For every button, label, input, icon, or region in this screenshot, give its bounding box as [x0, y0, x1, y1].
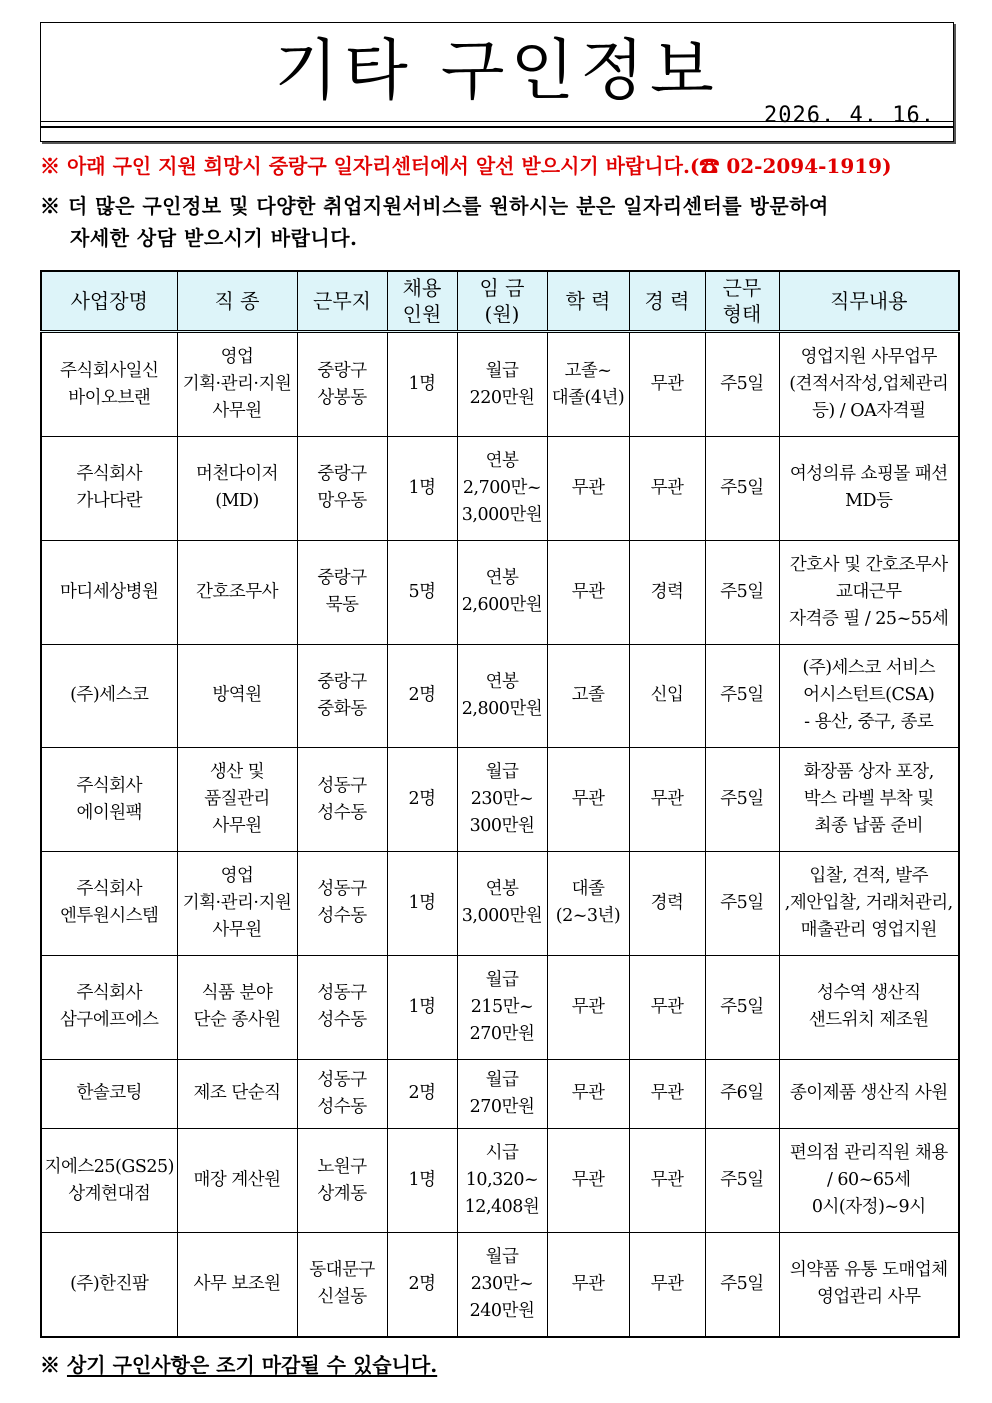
header-location: 근무지 — [297, 271, 387, 332]
job-type-cell: 사무 보조원 — [177, 1232, 297, 1337]
duties-cell: 영업지원 사무업무 (견적서작성,업체관리 등) / OA자격필 — [779, 332, 959, 437]
table-row — [41, 1232, 959, 1337]
wage-cell: 월급 230만~ 240만원 — [457, 1232, 547, 1337]
experience-cell: 무관 — [629, 1059, 705, 1129]
table-row — [41, 437, 959, 541]
experience-cell: 신입 — [629, 644, 705, 748]
location-cell: 중랑구 상봉동 — [297, 332, 387, 437]
wage-cell: 연봉 2,700만~ 3,000만원 — [457, 437, 547, 541]
experience-cell: 경력 — [629, 852, 705, 956]
duties-cell: 편의점 관리직원 채용 / 60~65세 0시(자정)~9시 — [779, 1129, 959, 1233]
education-cell: 무관 — [547, 1232, 629, 1337]
publish-date: 2026. 4. 16. — [764, 103, 935, 128]
company-cell: 주식회사 가나다란 — [41, 437, 177, 541]
company-cell: 지에스25(GS25) 상계현대점 — [41, 1129, 177, 1233]
wage-cell: 연봉 3,000만원 — [457, 852, 547, 956]
header-job-type: 직 종 — [177, 271, 297, 332]
table-header-row — [41, 271, 959, 332]
location-cell: 성동구 성수동 — [297, 748, 387, 852]
work-type-cell: 주5일 — [705, 748, 779, 852]
job-type-cell: 영업 기획·관리·지원 사무원 — [177, 332, 297, 437]
header-wage: 임 금 (원) — [457, 271, 547, 332]
header-work-type: 근무 형태 — [705, 271, 779, 332]
table-row — [41, 540, 959, 644]
header-company: 사업장명 — [41, 271, 177, 332]
work-type-cell: 주5일 — [705, 644, 779, 748]
location-cell: 성동구 성수동 — [297, 1059, 387, 1129]
work-type-cell: 주5일 — [705, 332, 779, 437]
education-cell: 고졸 — [547, 644, 629, 748]
job-type-cell: 영업 기획·관리·지원 사무원 — [177, 852, 297, 956]
location-cell: 성동구 성수동 — [297, 955, 387, 1059]
duties-cell: 화장품 상자 포장, 박스 라벨 부착 및 최종 납품 준비 — [779, 748, 959, 852]
location-cell: 성동구 성수동 — [297, 852, 387, 956]
experience-cell: 경력 — [629, 540, 705, 644]
table-row — [41, 748, 959, 852]
headcount-cell: 2명 — [387, 748, 457, 852]
company-cell: 한솔코팅 — [41, 1059, 177, 1129]
company-cell: 주식회사 엔투원시스템 — [41, 852, 177, 956]
education-cell: 대졸 (2~3년) — [547, 852, 629, 956]
company-cell: 주식회사 에이원팩 — [41, 748, 177, 852]
table-row — [41, 852, 959, 956]
wage-cell: 연봉 2,800만원 — [457, 644, 547, 748]
job-type-cell: 방역원 — [177, 644, 297, 748]
table-row — [41, 332, 959, 437]
headcount-cell: 2명 — [387, 644, 457, 748]
wage-cell: 월급 270만원 — [457, 1059, 547, 1129]
closing-notice-text: 상기 구인사항은 조기 마감될 수 있습니다. — [66, 1353, 438, 1377]
work-type-cell: 주5일 — [705, 955, 779, 1059]
education-cell: 무관 — [547, 540, 629, 644]
headcount-cell: 1명 — [387, 955, 457, 1059]
header-headcount: 채용 인원 — [387, 271, 457, 332]
job-type-cell: 매장 계산원 — [177, 1129, 297, 1233]
duties-cell: (주)세스코 서비스 어시스턴트(CSA) - 용산, 중구, 종로 — [779, 644, 959, 748]
headcount-cell: 2명 — [387, 1059, 457, 1129]
wage-cell: 시급 10,320~ 12,408원 — [457, 1129, 547, 1233]
table-row — [41, 644, 959, 748]
table-row — [41, 1059, 959, 1129]
experience-cell: 무관 — [629, 748, 705, 852]
headcount-cell: 5명 — [387, 540, 457, 644]
duties-cell: 입찰, 견적, 발주 ,제안입찰, 거래처관리, 매출관리 영업지원 — [779, 852, 959, 956]
job-type-cell: 제조 단순직 — [177, 1059, 297, 1129]
wage-cell: 월급 220만원 — [457, 332, 547, 437]
education-cell: 무관 — [547, 748, 629, 852]
education-cell: 무관 — [547, 1129, 629, 1233]
table-row — [41, 955, 959, 1059]
location-cell: 노원구 상계동 — [297, 1129, 387, 1233]
duties-cell: 종이제품 생산직 사원 — [779, 1059, 959, 1129]
experience-cell: 무관 — [629, 437, 705, 541]
duties-cell: 의약품 유통 도매업체 영업관리 사무 — [779, 1232, 959, 1337]
company-cell: 마디세상병원 — [41, 540, 177, 644]
visit-notice-line-1: ※ 더 많은 구인정보 및 다양한 취업지원서비스를 원하시는 분은 일자리센터를 방문하여 — [40, 194, 829, 218]
location-cell: 중랑구 망우동 — [297, 437, 387, 541]
headcount-cell: 1명 — [387, 437, 457, 541]
experience-cell: 무관 — [629, 955, 705, 1059]
education-cell: 무관 — [547, 437, 629, 541]
visit-notice-line-2: 자세한 상담 받으시기 바랍니다. — [70, 226, 358, 250]
location-cell: 중랑구 묵동 — [297, 540, 387, 644]
duties-cell: 성수역 생산직 샌드위치 제조원 — [779, 955, 959, 1059]
wage-cell: 연봉 2,600만원 — [457, 540, 547, 644]
table-row — [41, 1129, 959, 1233]
education-cell: 무관 — [547, 1059, 629, 1129]
location-cell: 중랑구 중화동 — [297, 644, 387, 748]
header-duties: 직무내용 — [779, 271, 959, 332]
headcount-cell: 2명 — [387, 1232, 457, 1337]
visit-notice — [40, 190, 960, 254]
job-type-cell: 생산 및 품질관리 사무원 — [177, 748, 297, 852]
job-type-cell: 식품 분야 단순 종사원 — [177, 955, 297, 1059]
work-type-cell: 주5일 — [705, 540, 779, 644]
work-type-cell: 주5일 — [705, 1232, 779, 1337]
closing-notice — [40, 1350, 437, 1380]
contact-notice: ※ 아래 구인 지원 희망시 중랑구 일자리센터에서 알선 받으시기 바랍니다.(☎ 02-2094-1919) — [40, 154, 892, 178]
company-cell: 주식회사일신 바이오브랜 — [41, 332, 177, 437]
experience-cell: 무관 — [629, 332, 705, 437]
location-cell: 동대문구 신설동 — [297, 1232, 387, 1337]
company-cell: 주식회사 삼구에프에스 — [41, 955, 177, 1059]
work-type-cell: 주5일 — [705, 437, 779, 541]
education-cell: 무관 — [547, 955, 629, 1059]
experience-cell: 무관 — [629, 1232, 705, 1337]
page-title: 기타 구인정보 — [274, 32, 720, 109]
education-cell: 고졸~ 대졸(4년) — [547, 332, 629, 437]
duties-cell: 간호사 및 간호조무사 교대근무 자격증 필 / 25~55세 — [779, 540, 959, 644]
experience-cell: 무관 — [629, 1129, 705, 1233]
headcount-cell: 1명 — [387, 1129, 457, 1233]
company-cell: (주)세스코 — [41, 644, 177, 748]
wage-cell: 월급 215만~ 270만원 — [457, 955, 547, 1059]
work-type-cell: 주6일 — [705, 1059, 779, 1129]
job-table — [40, 270, 960, 1338]
work-type-cell: 주5일 — [705, 852, 779, 956]
headcount-cell: 1명 — [387, 332, 457, 437]
wage-cell: 월급 230만~ 300만원 — [457, 748, 547, 852]
work-type-cell: 주5일 — [705, 1129, 779, 1233]
company-cell: (주)한진팜 — [41, 1232, 177, 1337]
job-type-cell: 머천다이저 (MD) — [177, 437, 297, 541]
closing-notice-mark: ※ — [40, 1353, 67, 1377]
header-education: 학 력 — [547, 271, 629, 332]
headcount-cell: 1명 — [387, 852, 457, 956]
job-type-cell: 간호조무사 — [177, 540, 297, 644]
header-experience: 경 력 — [629, 271, 705, 332]
duties-cell: 여성의류 쇼핑몰 패션 MD등 — [779, 437, 959, 541]
title-box — [40, 22, 954, 142]
